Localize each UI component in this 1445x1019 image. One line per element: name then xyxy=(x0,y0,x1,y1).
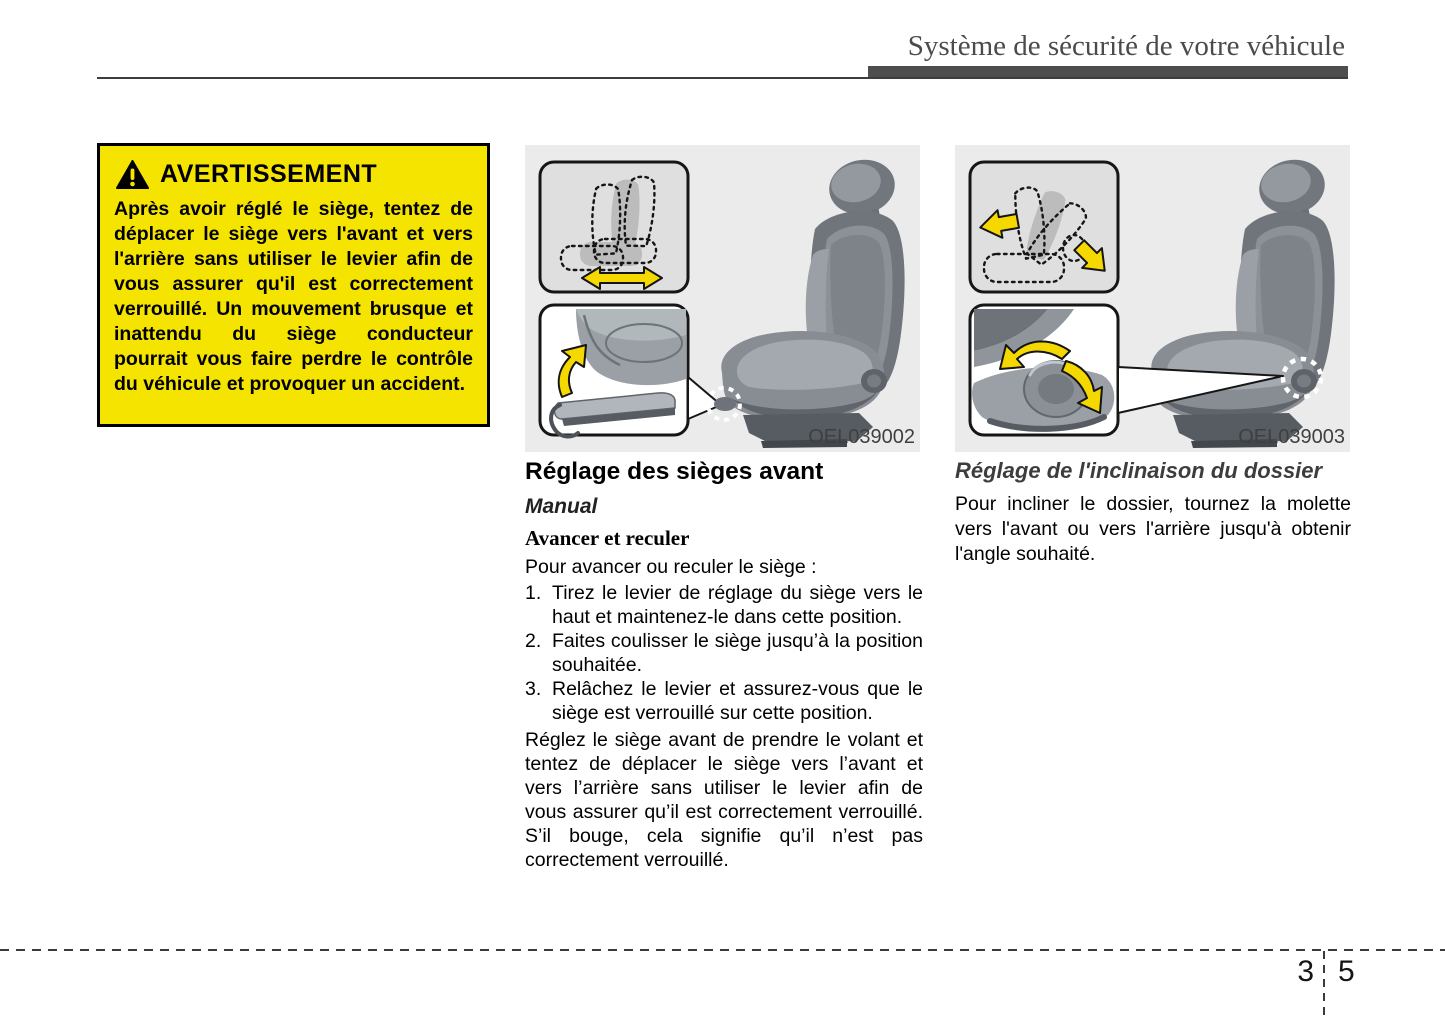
slide-subsection-heading: Avancer et reculer xyxy=(525,526,690,550)
warning-title: AVERTISSEMENT xyxy=(160,160,378,188)
footer-dashed-rule xyxy=(0,949,1445,951)
step-number: 1. xyxy=(525,582,542,604)
front-seat-section xyxy=(525,458,923,872)
step-number: 2. xyxy=(525,630,542,652)
page-number: 5 xyxy=(1338,955,1355,988)
recline-illustration xyxy=(955,145,1350,452)
step-text: Faites coulisser le siège jusqu’à la position souhaitée. xyxy=(552,630,923,676)
recline-section xyxy=(955,458,1351,567)
list-item xyxy=(525,629,923,677)
figure-code: OEL039002 xyxy=(808,426,915,448)
outro-text: Réglez le siège avant de prendre le volant et tentez de déplacer le siège vers l’avant et vers l’arrière sans utiliser le levier afin de vous assurer qu’il est correctement verrouillé. S’il bouge, cela signifie qu’il n’est pas correctement verrouillé. xyxy=(525,729,923,871)
header-rule xyxy=(97,77,1348,79)
recline-body-text: Pour incliner le dossier, tournez la molette vers l'avant ou vers l'arrière jusqu'à obtenir l'angle souhaité. xyxy=(955,493,1351,565)
warning-triangle-icon xyxy=(116,160,149,189)
chapter-number: 3 xyxy=(1297,955,1314,988)
recline-knob-inset xyxy=(970,305,1118,435)
seat-slide-illustration xyxy=(525,145,920,452)
manual-subheading: Manual xyxy=(525,495,598,518)
step-text: Relâchez le levier et assurez-vous que le siège est verrouillé sur cette position. xyxy=(552,678,923,724)
figure-recline xyxy=(955,145,1350,452)
step-list xyxy=(525,581,923,725)
slide-diagram-inset xyxy=(540,162,688,292)
chapter-title: Système de sécurité de votre véhicule xyxy=(907,30,1345,62)
warning-title-row xyxy=(116,160,473,189)
step-number: 3. xyxy=(525,678,542,700)
step-text: Tirez le levier de réglage du siège vers le haut et maintenez-le dans cette position. xyxy=(552,582,923,628)
figure-seat-slide xyxy=(525,145,920,452)
recline-heading: Réglage de l'inclinaison du dossier xyxy=(955,458,1323,483)
warning-body-text: Après avoir réglé le siège, tentez de déplacer le siège vers l'avant et vers l'arrière sans utiliser le levier afin de vous assurer qu'il est correctement verrouillé. Un mouvement brusque et inattendu du siège conducteur pourrait vous faire perdre le contrôle du véhicule et provoquer un accident. xyxy=(114,198,473,395)
warning-box xyxy=(97,143,490,427)
recline-diagram-inset xyxy=(970,162,1118,292)
figure-code: OEL039003 xyxy=(1238,426,1345,448)
section-heading: Réglage des sièges avant xyxy=(525,458,824,485)
intro-text: Pour avancer ou reculer le siège : xyxy=(525,556,817,578)
slide-lever-inset xyxy=(540,305,688,437)
footer-dashed-divider xyxy=(1323,951,1325,1019)
list-item xyxy=(525,677,923,725)
list-item xyxy=(525,581,923,629)
